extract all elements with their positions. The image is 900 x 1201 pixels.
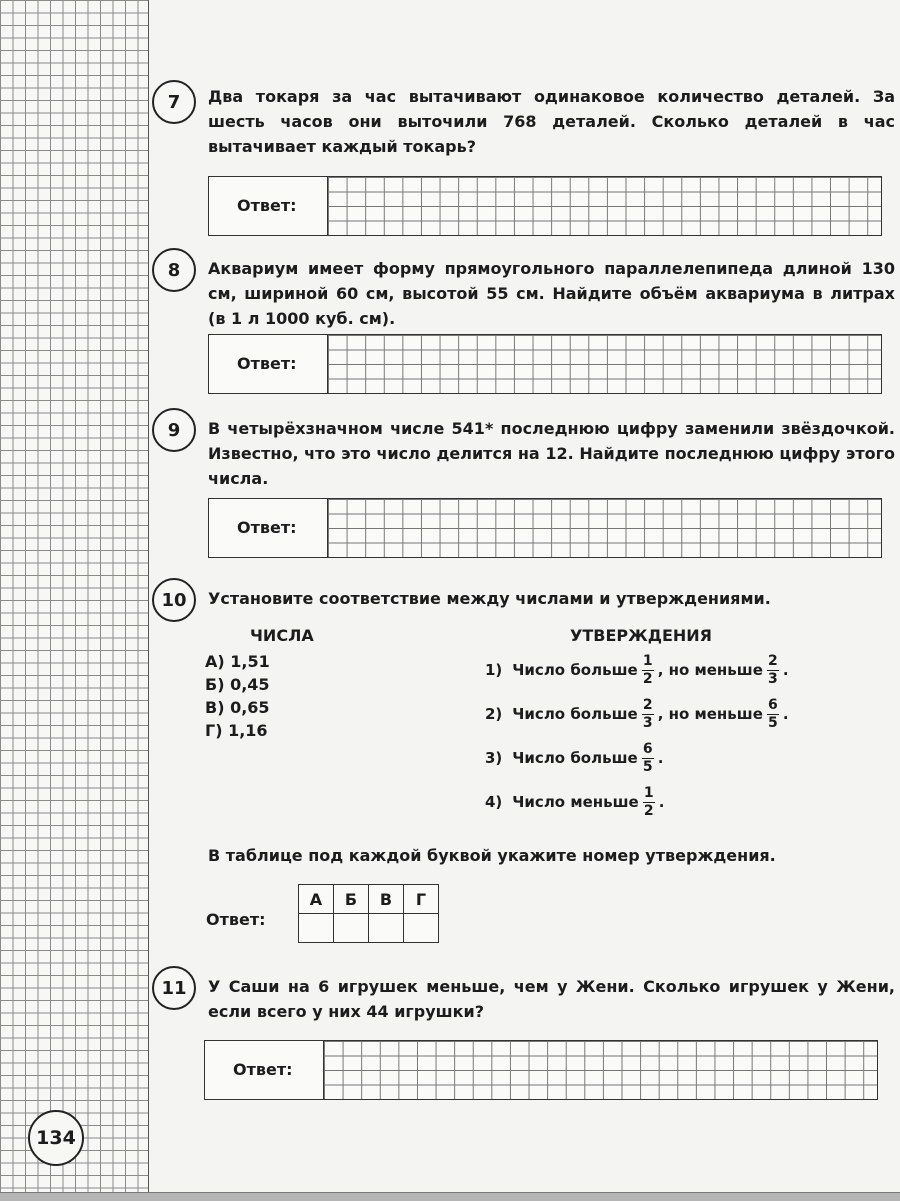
- statement-text: , но меньше: [657, 661, 763, 679]
- statement-index: 2): [485, 705, 503, 723]
- fraction: $\frac{2}{3}$: [768, 652, 778, 687]
- statement-end: .: [657, 749, 664, 767]
- task-text: В четырёхзначном числе 541* последнюю цифру заменили звёздочкой. Известно, что это число делится на 12. Найдите последнюю цифру этого числа.: [208, 419, 895, 488]
- answer-cell[interactable]: [334, 914, 369, 943]
- table-header: В: [369, 885, 404, 914]
- answer-label: Ответ:: [237, 354, 297, 373]
- margin-grid: [0, 0, 149, 1200]
- statement-text: Число больше: [512, 749, 638, 767]
- fraction: $\frac{6}{5}$: [642, 740, 653, 775]
- table-header: А: [299, 885, 334, 914]
- answer-label: Ответ:: [206, 910, 266, 929]
- statement-text: Число больше: [512, 705, 638, 723]
- statements-heading: УТВЕРЖДЕНИЯ: [570, 626, 712, 645]
- statement-end: .: [658, 793, 665, 811]
- task-number: 8: [152, 248, 196, 292]
- statement-index: 1): [485, 661, 503, 679]
- statement-end: .: [782, 705, 789, 723]
- answer-label: Ответ:: [237, 518, 297, 537]
- statement-1: [485, 650, 789, 690]
- answer-box: [208, 176, 882, 236]
- answer-label: Ответ:: [237, 196, 297, 215]
- answer-cell[interactable]: [299, 914, 334, 943]
- task-text: Два токаря за час вытачивают одинаковое количество деталей. За шесть часов они выточили 768 деталей. Сколько деталей в час вытачивает каждый токарь?: [208, 87, 895, 156]
- answer-cell[interactable]: [369, 914, 404, 943]
- number-item: В) 0,65: [205, 698, 270, 717]
- task-number: 11: [152, 966, 196, 1010]
- task-number: 10: [152, 578, 196, 622]
- page-number: 134: [28, 1110, 84, 1166]
- task-number: 7: [152, 80, 196, 124]
- statement-index: 3): [485, 749, 503, 767]
- statement-end: .: [782, 661, 789, 679]
- answer-box: [208, 498, 882, 558]
- fraction: $\frac{6}{5}$: [768, 696, 778, 731]
- task-text: У Саши на 6 игрушек меньше, чем у Жени. Сколько игрушек у Жени, если всего у них 44 игрушки?: [208, 977, 895, 1021]
- statement-3: [485, 738, 663, 778]
- answer-label: Ответ:: [233, 1060, 293, 1079]
- statement-4: [485, 782, 664, 822]
- fraction: $\frac{2}{3}$: [642, 696, 653, 731]
- statement-text: , но меньше: [657, 705, 763, 723]
- fraction: $\frac{1}{2}$: [642, 652, 653, 687]
- number-item: Б) 0,45: [205, 675, 270, 694]
- task-text: Установите соответствие между числами и утверждениями.: [208, 589, 771, 608]
- numbers-list: [205, 650, 270, 742]
- answer-grid[interactable]: [327, 335, 881, 393]
- statement-text: Число больше: [512, 661, 638, 679]
- answer-box: [208, 334, 882, 394]
- answer-grid[interactable]: [327, 499, 881, 557]
- fraction: $\frac{1}{2}$: [643, 784, 654, 819]
- answer-grid[interactable]: [327, 177, 881, 235]
- number-item: Г) 1,16: [205, 721, 268, 740]
- statement-text: Число меньше: [512, 793, 639, 811]
- task-number: 9: [152, 408, 196, 452]
- table-header: Б: [334, 885, 369, 914]
- task-text: Аквариум имеет форму прямоугольного параллелепипеда длиной 130 см, шириной 60 см, высотой 55 см. Найдите объём аквариума в литрах (в 1 л 1000 куб. см).: [208, 259, 895, 328]
- statement-2: [485, 694, 789, 734]
- table-header: Г: [404, 885, 439, 914]
- answer-table: [298, 884, 439, 943]
- instruction: В таблице под каждой буквой укажите номер утверждения.: [208, 846, 776, 865]
- numbers-heading: ЧИСЛА: [250, 626, 314, 645]
- number-item: А) 1,51: [205, 652, 270, 671]
- answer-grid[interactable]: [323, 1041, 877, 1099]
- answer-cell[interactable]: [404, 914, 439, 943]
- statement-index: 4): [485, 793, 503, 811]
- answer-box: [204, 1040, 878, 1100]
